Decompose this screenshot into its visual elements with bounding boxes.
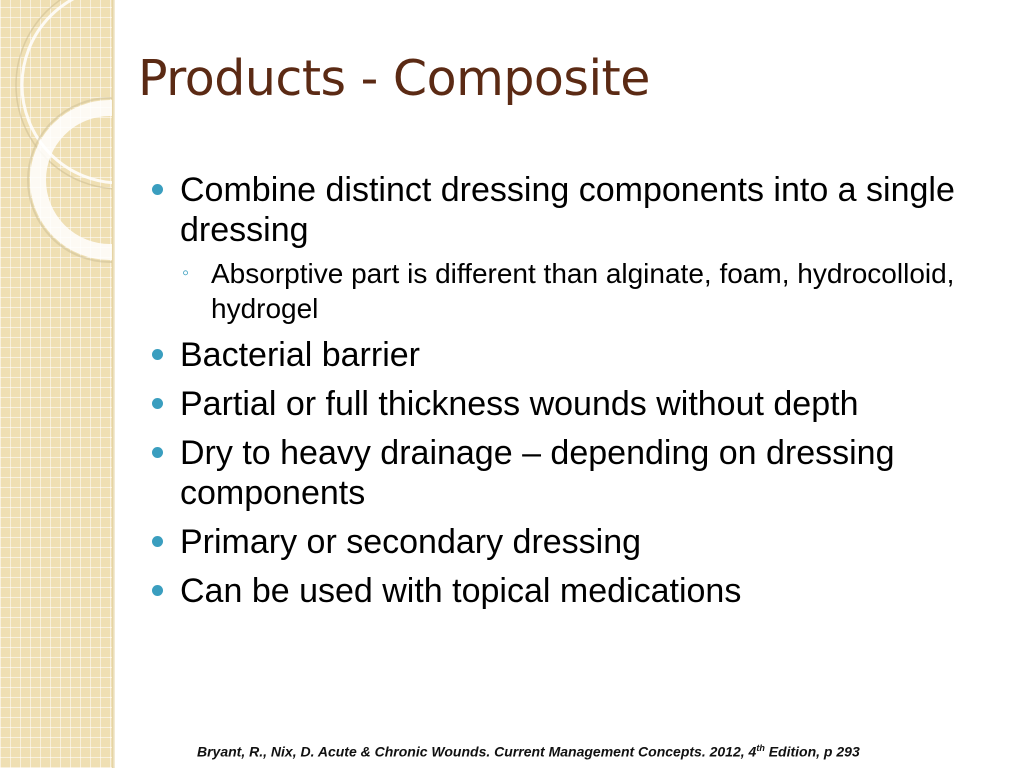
bullet-list (150, 170, 1010, 620)
bullet-text: Bacterial barrier (180, 336, 420, 374)
citation-text-end: Edition, p 293 (764, 743, 860, 760)
sub-bullet-text: Absorptive part is different than alginate, foam, hydrocolloid, hydrogel (211, 258, 955, 324)
citation-text: Bryant, R., Nix, D. Acute & Chronic Wounds. Current Management Concepts. 2012, 4 (197, 743, 757, 760)
sub-bullet-list (180, 256, 1010, 326)
bullet-item (150, 170, 1010, 326)
bullet-dot-icon (152, 447, 163, 458)
bullet-text: Primary or secondary dressing (180, 523, 642, 561)
sidebar-divider (112, 0, 115, 768)
bullet-text: Partial or full thickness wounds without depth (180, 385, 859, 423)
bullet-dot-icon (152, 536, 163, 547)
bullet-text: Combine distinct dressing components into a single dressing (180, 171, 955, 249)
citation-superscript: th (756, 743, 765, 753)
bullet-item (150, 384, 1010, 424)
slide-title: Products - Composite (138, 50, 650, 107)
bullet-item (150, 571, 1010, 611)
hollow-circle-icon: ◦ (182, 262, 190, 284)
bullet-text: Can be used with topical medications (180, 572, 742, 610)
ring-decoration-icon (0, 0, 112, 768)
bullet-item (150, 433, 1010, 513)
decorative-sidebar (0, 0, 112, 768)
citation (197, 743, 860, 760)
bullet-dot-icon (152, 398, 163, 409)
bullet-item (150, 522, 1010, 562)
bullet-item (150, 335, 1010, 375)
bullet-dot-icon (152, 184, 163, 195)
bullet-text: Dry to heavy drainage – depending on dressing components (180, 434, 895, 512)
sub-bullet-item (180, 256, 1010, 326)
bullet-dot-icon (152, 349, 163, 360)
bullet-dot-icon (152, 585, 163, 596)
